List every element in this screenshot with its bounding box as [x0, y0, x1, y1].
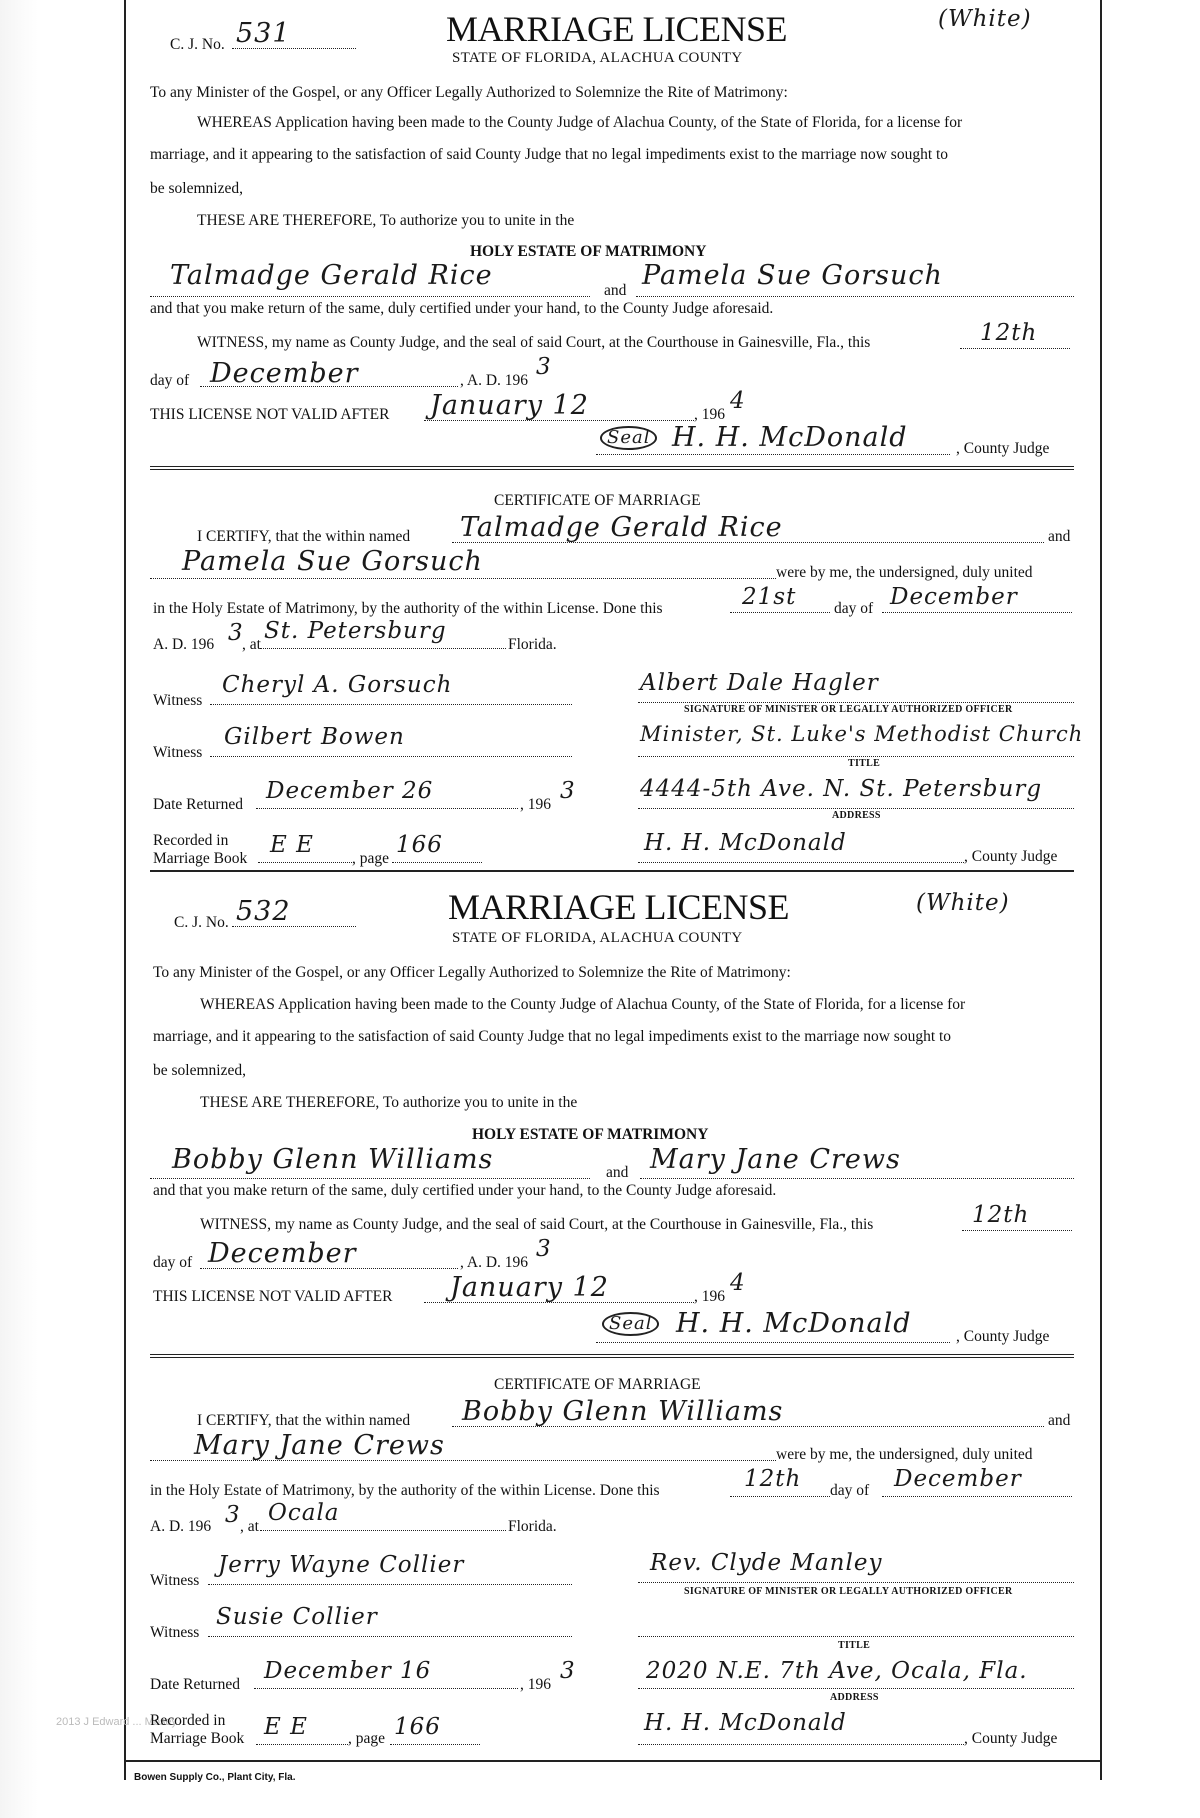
cj-label: C. J. No.	[174, 914, 229, 931]
witness1-label: Witness	[153, 692, 203, 709]
book-page: 166	[394, 1714, 441, 1740]
seal-mark: Seal	[602, 1312, 659, 1336]
recorder-county-judge: , County Judge	[964, 848, 1058, 865]
cj-number: 532	[236, 896, 291, 927]
address-caption: ADDRESS	[830, 1692, 879, 1703]
signature-caption: SIGNATURE OF MINISTER OR LEGALLY AUTHORIZED OFFICER	[684, 704, 1013, 715]
bride-name: Pamela Sue Gorsuch	[642, 260, 943, 291]
page-label: , page	[348, 1730, 386, 1747]
county-judge-label: , County Judge	[956, 1328, 1050, 1345]
done-month: December	[890, 584, 1018, 610]
groom-name: Talmadge Gerald Rice	[170, 260, 493, 291]
not-valid-label: THIS LICENSE NOT VALID AFTER	[153, 1288, 393, 1305]
authorize-line: THESE ARE THEREFORE, To authorize you to unite in the	[197, 212, 575, 229]
not-valid-date: January 12	[450, 1272, 609, 1303]
holy-estate-heading: HOLY ESTATE OF MATRIMONY	[472, 1126, 709, 1143]
cert-and-label: and	[1048, 528, 1071, 545]
united-line: were by me, the undersigned, duly united	[776, 564, 1033, 581]
certify-label: I CERTIFY, that the within named	[197, 1412, 411, 1429]
done-day-of-label: day of	[834, 600, 874, 617]
officer-signature: Rev. Clyde Manley	[650, 1550, 883, 1576]
recorded-label-2: Marriage Book	[153, 850, 248, 867]
date-returned-label: Date Returned	[153, 796, 243, 813]
page-label: , page	[352, 850, 390, 867]
whereas-line-3: be solemnized,	[153, 1062, 246, 1079]
officer-address: 2020 N.E. 7th Ave, Ocala, Fla.	[646, 1658, 1028, 1684]
return-line: and that you make return of the same, duly certified under your hand, to the County Judge aforesaid.	[150, 300, 774, 317]
officer-title: Minister, St. Luke's Methodist Church	[640, 722, 1084, 746]
ad-at-prefix: A. D. 196	[150, 1518, 212, 1535]
witness1-label: Witness	[150, 1572, 200, 1589]
ad-at-prefix: A. D. 196	[153, 636, 215, 653]
address-line: To any Minister of the Gospel, or any Officer Legally Authorized to Solemnize the Rite of Matrimony:	[150, 84, 788, 101]
county-judge-label: , County Judge	[956, 440, 1050, 457]
and-label: and	[604, 282, 627, 299]
bottom-border	[124, 1760, 1100, 1762]
holy-estate-line: in the Holy Estate of Matrimony, by the authority of the within License. Done this	[153, 600, 663, 617]
holy-estate-heading: HOLY ESTATE OF MATRIMONY	[470, 243, 707, 260]
not-valid-year-digit: 4	[730, 388, 746, 414]
watermark: 2013 J Edward ... Mosey	[56, 1716, 178, 1728]
seal-mark: Seal	[600, 426, 657, 450]
ad-label: , A. D. 196	[460, 1254, 529, 1271]
date-returned: December 16	[264, 1658, 432, 1684]
address-line: To any Minister of the Gospel, or any Officer Legally Authorized to Solemnize the Rite of Matrimony:	[153, 964, 791, 981]
address-caption: ADDRESS	[832, 810, 881, 821]
license-title: MARRIAGE LICENSE	[446, 9, 787, 49]
cj-label: C. J. No.	[170, 36, 225, 53]
not-valid-year-prefix: , 196	[694, 1288, 725, 1305]
witness1-name: Cheryl A. Gorsuch	[222, 672, 453, 698]
witness2-label: Witness	[150, 1624, 200, 1641]
at-label: , at	[240, 1518, 259, 1535]
florida-label: Florida.	[508, 636, 557, 653]
license-month: December	[210, 358, 359, 389]
not-valid-year-prefix: , 196	[694, 406, 725, 423]
authorize-line: THESE ARE THEREFORE, To authorize you to unite in the	[200, 1094, 578, 1111]
witness-day: 12th	[980, 320, 1038, 346]
returned-year-digit: 3	[560, 1658, 576, 1684]
whereas-line-1: WHEREAS Application having been made to the County Judge of Alachua County, of the State of Florida, for a license for	[200, 996, 966, 1013]
not-valid-date: January 12	[430, 390, 589, 421]
judge-signature: H. H. McDonald	[672, 422, 908, 453]
witness-line: WITNESS, my name as County Judge, and the seal of said Court, at the Courthouse in Gainesville, Fla., this	[200, 1216, 874, 1233]
witness2-label: Witness	[153, 744, 203, 761]
license-separator	[150, 870, 1074, 872]
day-of-label: day of	[153, 1254, 193, 1271]
section-divider	[150, 466, 1074, 470]
returned-year-digit: 3	[560, 778, 576, 804]
cert-bride-name: Mary Jane Crews	[194, 1430, 445, 1461]
whereas-line-2: marriage, and it appearing to the satisfaction of said County Judge that no legal impediments exist to the marriage now sought to	[153, 1028, 952, 1045]
recorder-signature: H. H. McDonald	[644, 1710, 847, 1736]
done-day-of-label: day of	[830, 1482, 870, 1499]
done-day: 21st	[742, 584, 797, 610]
page-edge	[0, 0, 38, 1818]
ad-at-digit: 3	[228, 620, 244, 646]
groom-name: Bobby Glenn Williams	[172, 1144, 494, 1175]
witness2-name: Gilbert Bowen	[224, 724, 405, 750]
license-year-digit: 3	[536, 1236, 552, 1262]
cert-and-label: and	[1048, 1412, 1071, 1429]
returned-year-prefix: , 196	[520, 1676, 551, 1693]
florida-label: Florida.	[508, 1518, 557, 1535]
done-day: 12th	[744, 1466, 802, 1492]
ad-label: , A. D. 196	[460, 372, 529, 389]
done-month: December	[894, 1466, 1022, 1492]
marriage-book: E E	[264, 1714, 308, 1740]
printer-footer: Bowen Supply Co., Plant City, Fla.	[134, 1772, 296, 1783]
marriage-place: St. Petersburg	[264, 618, 447, 644]
certificate-title: CERTIFICATE OF MARRIAGE	[494, 1376, 701, 1393]
returned-year-prefix: , 196	[520, 796, 551, 813]
license-year-digit: 3	[536, 354, 552, 380]
title-caption: TITLE	[848, 758, 881, 769]
date-returned: December 26	[266, 778, 434, 804]
cert-groom-name: Talmadge Gerald Rice	[460, 512, 783, 543]
judge-signature: H. H. McDonald	[676, 1308, 912, 1339]
recorded-label-1: Recorded in	[153, 832, 229, 849]
ad-at-digit: 3	[225, 1502, 241, 1528]
cj-number: 531	[236, 18, 291, 49]
witness2-name: Susie Collier	[216, 1604, 378, 1630]
at-label: , at	[242, 636, 261, 653]
date-returned-label: Date Returned	[150, 1676, 240, 1693]
marriage-place: Ocala	[268, 1500, 340, 1526]
section-divider	[150, 1354, 1074, 1358]
book-page: 166	[396, 832, 443, 858]
whereas-line-1: WHEREAS Application having been made to the County Judge of Alachua County, of the State of Florida, for a license for	[197, 114, 963, 131]
not-valid-label: THIS LICENSE NOT VALID AFTER	[150, 406, 390, 423]
return-line: and that you make return of the same, duly certified under your hand, to the County Judge aforesaid.	[153, 1182, 777, 1199]
holy-estate-line: in the Holy Estate of Matrimony, by the authority of the within License. Done this	[150, 1482, 660, 1499]
united-line: were by me, the undersigned, duly united	[776, 1446, 1033, 1463]
witness-line: WITNESS, my name as County Judge, and the seal of said Court, at the Courthouse in Gainesville, Fla., this	[197, 334, 871, 351]
not-valid-year-digit: 4	[730, 1270, 746, 1296]
cert-bride-name: Pamela Sue Gorsuch	[182, 546, 483, 577]
signature-caption: SIGNATURE OF MINISTER OR LEGALLY AUTHORIZED OFFICER	[684, 1586, 1013, 1597]
officer-signature: Albert Dale Hagler	[640, 670, 879, 696]
officer-address: 4444-5th Ave. N. St. Petersburg	[640, 776, 1043, 802]
certificate-title: CERTIFICATE OF MARRIAGE	[494, 492, 701, 509]
whereas-line-3: be solemnized,	[150, 180, 243, 197]
title-caption: TITLE	[838, 1640, 871, 1651]
marriage-book: E E	[270, 832, 314, 858]
cert-groom-name: Bobby Glenn Williams	[462, 1396, 784, 1427]
and-label: and	[606, 1164, 629, 1181]
recorded-label-1: Recorded in	[150, 1712, 226, 1729]
recorder-signature: H. H. McDonald	[644, 830, 847, 856]
license-month: December	[208, 1238, 357, 1269]
day-of-label: day of	[150, 372, 190, 389]
license-subtitle: STATE OF FLORIDA, ALACHUA COUNTY	[452, 930, 743, 946]
license-title: MARRIAGE LICENSE	[448, 887, 789, 927]
race-note: (White)	[916, 890, 1010, 916]
race-note: (White)	[938, 6, 1032, 32]
recorded-label-2: Marriage Book	[150, 1730, 245, 1747]
recorder-county-judge: , County Judge	[964, 1730, 1058, 1747]
certify-label: I CERTIFY, that the within named	[197, 528, 411, 545]
whereas-line-2: marriage, and it appearing to the satisfaction of said County Judge that no legal impediments exist to the marriage now sought to	[150, 146, 949, 163]
license-subtitle: STATE OF FLORIDA, ALACHUA COUNTY	[452, 50, 743, 66]
witness-day: 12th	[972, 1202, 1030, 1228]
bride-name: Mary Jane Crews	[650, 1144, 901, 1175]
witness1-name: Jerry Wayne Collier	[218, 1552, 465, 1578]
